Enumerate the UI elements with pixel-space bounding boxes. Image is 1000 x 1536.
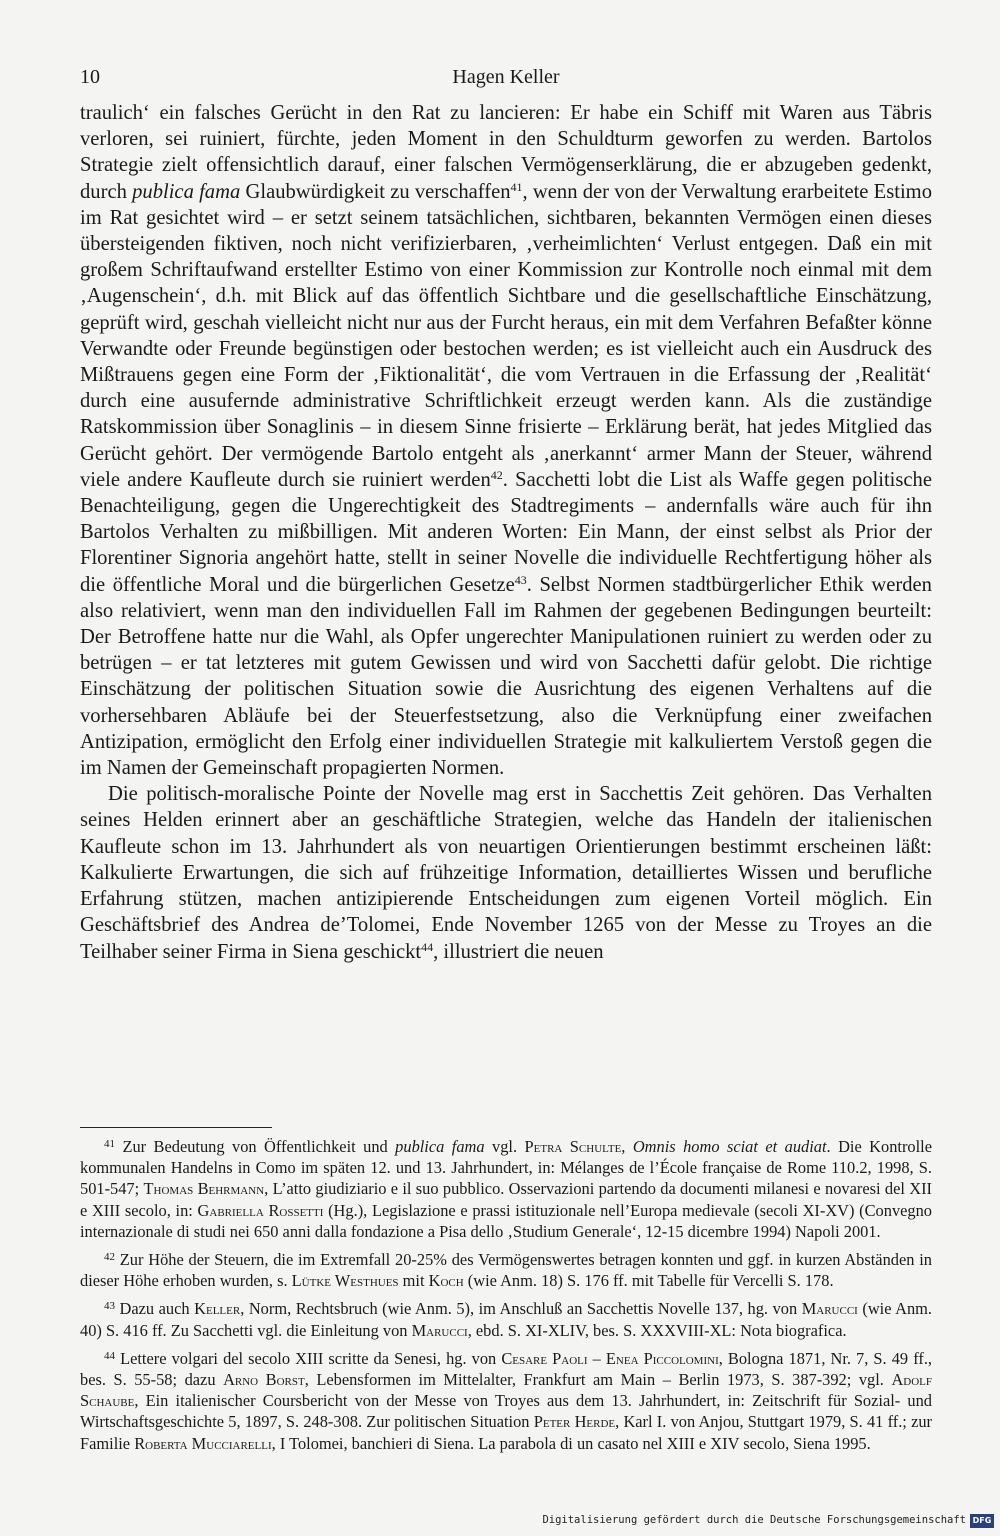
footnote-divider [80,1127,272,1128]
digitization-credit: Digitalisierung gefördert durch die Deutsche Forschungsgemeinschaft [542,1514,966,1526]
footnote-41: $^{41}$ Zur Bedeutung von Öffentlichkeit und publica fama vgl. Petra Schulte, Omnis homo sciat et audiat. Die Kontrolle kommunalen Handelns in Como im späten 12. und 13. Jahrhundert, in: Mélanges de l’École française de Rome 110.2, 1998, S. 501-547; Thomas Behrmann, L’atto giudiziario e il suo pubblico. Osservazioni partendo da documenti milanesi e novaresi del XII e XIII secolo, in: Gabriella Rossetti (Hg.), Legislazione e prassi istituzionale nell’Europa medievale (secoli XI-XV) (Convegno internazionale di studi nei 650 anni dalla fondazione a Pisa dello ‚Studium Generale‘, 12-15 dicembre 1994) Napoli 2001. [80,1137,933,1241]
author-name: Gabriella Rossetti [197,1200,324,1220]
author-name: Enea Piccolomini [605,1348,719,1368]
paragraph-1: traulich‘ ein falsches Gerücht in den Rat zu lancieren: Er habe ein Schiff mit Waren aus Täbris verloren, sei ruiniert, fürchte, jeden Moment in den Schuldturm geworfen zu werden. Bartolos Strategie zielt offensichtlich darauf, einer falschen Vermögenserklärung, die er abzugeben gedenkt, durch publica fama Glaubwürdigkeit zu verschaffen$^{41}$, wenn der von der Verwaltung erarbeitete Estimo im Rat gesichtet wird – er setzt seinem tatsächlichen, sichtbaren, bekannten Vermögen einen dieses übersteigenden fiktiven, noch nicht verifizierbaren, ‚verheimlichten‘ Verlust entgegen. Daß ein mit großem Schriftaufwand erstellter Estimo von einer Kommission zur Kontrolle noch einmal mit dem ‚Augenschein‘, d.h. mit Blick auf das öffentlich Sichtbare und die gesellschaftliche Einschätzung, geprüft wird, geschah vielleicht nicht nur aus der Furcht heraus, ein mit dem Verfahren Befaßter könne Verwandte oder Freunde begünstigen oder bestochen werden; es ist vielleicht auch ein Ausdruck des Mißtrauens gegen eine Form der ‚Fiktionalität‘, die vom Vertrauen in die Erfassung der ‚Realität‘ durch eine ausufernde administrative Schriftlichkeit erzeugt werden kann. Als die zuständige Ratskommission über Sonaglinis – in diesem Sinne frisierte – Erklärung berät, hat jedes Mitglied das Gerücht gehört. Der vermögende Bartolo entgeht als ‚anerkannt‘ armer Mann der Steuer, während viele andere Kaufleute durch sie ruiniert werden$^{42}$. Sacchetti lobt die List als Waffe gegen politische Benachteiligung, gegen die Ungerechtigkeit des Stadtregiments – andernfalls wäre auch für ihn Bartolos Verhalten zu mißbilligen. Mit anderen Worten: Ein Mann, der einst selbst als Prior der Florentiner Signoria angehört hatte, stellt in seiner Novelle die individuelle Rechtfertigung höher als die öffentliche Moral und die bürgerlichen Gesetze$^{43}$. Selbst Normen stadtbürgerlicher Ethik werden also relativiert, wenn man den individuellen Fall im Rahmen der gegebenen Bedingungen beurteilt: Der Betroffene hatte nur die Wahl, als Opfer ungerechter Manipulationen ruiniert zu werden oder zu betrügen – er tat letzteres mit gutem Gewissen und wird von Sacchetti dafür gelobt. Die richtige Einschätzung der politischen Situation sowie die Ausrichtung des eigenen Verhaltens auf die vorhersehbaren Abläufe bei der Steuerfestsetzung, also die Verknüpfung einer zweifachen Antizipation, ermöglicht den Erfolg einer individuellen Strategie mit kalkuliertem Verstoß gegen die im Namen der Gemeinschaft propagierten Normen. [80,102,932,780]
author-name: Thomas Behrmann [143,1179,265,1199]
author-name: Arno Borst [223,1370,305,1390]
footnote-number: 41 [104,1138,115,1150]
author-name: Lütke Westhues [291,1271,399,1291]
author-name: Keller [194,1299,241,1319]
footnote-number: 42 [104,1251,115,1264]
author-name: Cesare Paoli [501,1348,588,1368]
footnotes [80,1134,932,1459]
running-head [80,66,932,96]
dfg-logo-icon: DFG [970,1514,994,1528]
footnote-43: $^{43}$ Dazu auch Keller, Norm, Rechtsbruch (wie Anm. 5), im Anschluß an Sacchettis Novelle 137, hg. von Marucci (wie Anm. 40) S. 416 ff. Zu Sacchetti vgl. die Einleitung von Marucci, ebd. S. XI-XLIV, bes. S. XXXVIII-XL: Nota biografica. [80,1299,932,1340]
italic-term: publica fama [132,180,241,203]
footnote-ref-42[interactable]: 42 [490,467,503,482]
footnote-ref-43[interactable]: 43 [514,572,527,587]
running-title: Hagen Keller [452,66,560,88]
author-name: Marucci [411,1320,468,1340]
footnote-number: 43 [104,1300,115,1313]
author-name: Koch [428,1271,464,1291]
footnote-ref-44[interactable]: 44 [421,939,434,954]
author-name: Petra Schulte [524,1137,622,1156]
footnote-ref-41[interactable]: 41 [510,179,523,194]
footnote-number: 44 [104,1349,115,1362]
author-name: Marucci [801,1299,858,1319]
page-number: 10 [80,66,100,88]
digitization-credit-bar [0,1500,1000,1536]
author-name: Peter Herde [533,1412,616,1432]
paragraph-2: Die politisch-moralische Pointe der Novelle mag erst in Sacchettis Zeit gehören. Das Verhalten seines Helden erinnert aber an geschäftliche Strategien, welche das Handeln der italienischen Kaufleute schon im 13. Jahrhundert als von neuartigen Orientierungen bestimmt erscheinen läßt: Kalkulierte Erwartungen, die sich auf frühzeitige Information, detailliertes Wissen und berufliche Erfahrung stützen, machen antizipierende Entscheidungen zum eigenen Vorteil möglich. Ein Geschäftsbrief des Andrea de’Tolomei, Ende November 1265 von der Messe zu Troyes an die Teilhaber seiner Firma in Siena geschickt$^{44}$, illustriert die neuen [80,783,932,963]
author-name: Roberta Mucciarelli [134,1433,272,1453]
author-name: Adolf Schaube [80,1370,932,1411]
footnote-44: $^{44}$ Lettere volgari del secolo XIII scritte da Senesi, hg. von Cesare Paoli – Enea Piccolomini, Bologna 1871, Nr. 7, S. 49 ff., bes. S. 55-58; dazu Arno Borst, Lebensformen im Mittelalter, Frankfurt am Main – Berlin 1973, S. 387-392; vgl. Adolf Schaube, Ein italienischer Coursbericht von der Messe von Troyes aus dem 13. Jahrhundert, in: Zeitschrift für Sozial- und Wirtschaftsgeschichte 5, 1897, S. 248-308. Zur politischen Situation Peter Herde, Karl I. von Anjou, Stuttgart 1979, S. 41 ff.; zur Familie Roberta Mucciarelli, I Tolomei, banchieri di Siena. La parabola di un casato nel XIII e XIV secolo, Siena 1995. [80,1348,933,1453]
body-text [80,100,932,965]
footnote-42: $^{42}$ Zur Höhe der Steuern, die im Extremfall 20-25% des Vermögenswertes betragen konnten und ggf. in kurzen Abständen in dieser Höhe erhoben wurden, s. Lütke Westhues mit Koch (wie Anm. 18) S. 176 ff. mit Tabelle für Vercelli S. 178. [80,1250,932,1291]
